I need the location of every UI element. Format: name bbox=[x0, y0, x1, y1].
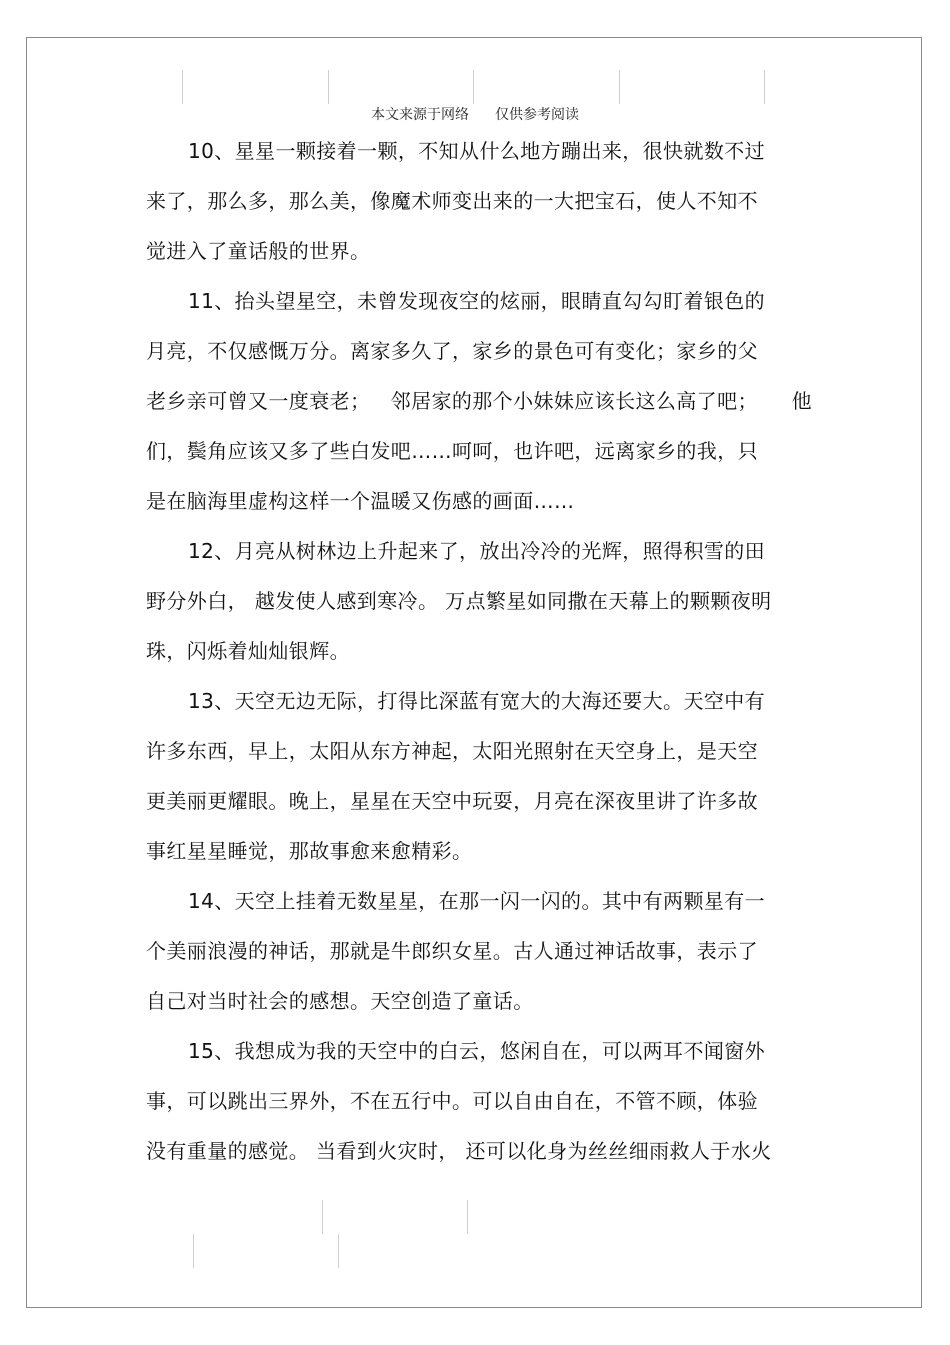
paragraph-14-line-3: 自己对当时社会的感想。天空创造了童话。 bbox=[146, 989, 534, 1013]
paragraph-11-line-5: 是在脑海里虚构这样一个温暖又伤感的画面…… bbox=[146, 489, 575, 513]
paragraph-15-line-2: 事，可以跳出三界外，不在五行中。可以自由自在，不管不顾，体验 bbox=[146, 1089, 758, 1113]
header-source-note: 本文来源于网络 bbox=[371, 107, 469, 123]
bottom-mark-4 bbox=[338, 1234, 339, 1268]
paragraph-13-line-3: 更美丽更耀眼。晚上，星星在天空中玩耍，月亮在深夜里讲了许多故 bbox=[146, 789, 758, 813]
paragraph-13-line-1: 13、天空无边无际，打得比深蓝有宽大的大海还要大。天空中有 bbox=[188, 689, 766, 713]
paragraph-11-line-4: 们，鬓角应该又多了些白发吧……呵呵，也许吧，远离家乡的我，只 bbox=[146, 439, 758, 463]
paragraph-11-line-3: 老乡亲可曾又一度衰老； 邻居家的那个小妹妹应该长这么高了吧； 他 bbox=[146, 389, 813, 413]
paragraph-10-line-1: 10、星星一颗接着一颗，不知从什么地方蹦出来，很快就数不过 bbox=[188, 139, 766, 163]
top-mark-1 bbox=[182, 70, 183, 104]
paragraph-14-line-2: 个美丽浪漫的神话，那就是牛郎织女星。古人通过神话故事，表示了 bbox=[146, 939, 758, 963]
bottom-mark-2 bbox=[467, 1200, 468, 1234]
top-mark-2 bbox=[328, 70, 329, 104]
page-header bbox=[0, 104, 950, 124]
top-mark-3 bbox=[473, 70, 474, 104]
paragraph-13-line-4: 事红星星睡觉，那故事愈来愈精彩。 bbox=[146, 839, 473, 863]
paragraph-10-line-2: 来了，那么多，那么美，像魔术师变出来的一大把宝石，使人不知不 bbox=[146, 189, 758, 213]
page-border bbox=[26, 37, 922, 1308]
bottom-mark-1 bbox=[322, 1200, 323, 1234]
header-reference-note: 仅供参考阅读 bbox=[495, 107, 579, 123]
paragraph-11-line-1: 11、抬头望星空，未曾发现夜空的炫丽，眼睛直勾勾盯着银色的 bbox=[188, 289, 766, 313]
paragraph-13-line-2: 许多东西，早上，太阳从东方神起，太阳光照射在天空身上，是天空 bbox=[146, 739, 758, 763]
paragraph-15-line-1: 15、我想成为我的天空中的白云，悠闲自在，可以两耳不闻窗外 bbox=[188, 1039, 766, 1063]
paragraph-12-line-2: 野分外白， 越发使人感到寒冷。 万点繁星如同撒在天幕上的颗颗夜明 bbox=[146, 589, 772, 613]
bottom-mark-3 bbox=[193, 1234, 194, 1268]
paragraph-14-line-1: 14、天空上挂着无数星星，在那一闪一闪的。其中有两颗星有一 bbox=[188, 889, 766, 913]
paragraph-11-line-2: 月亮，不仅感慨万分。离家多久了，家乡的景色可有变化；家乡的父 bbox=[146, 339, 758, 363]
paragraph-15-line-3: 没有重量的感觉。 当看到火灾时， 还可以化身为丝丝细雨救人于水火 bbox=[146, 1139, 772, 1163]
top-mark-4 bbox=[619, 70, 620, 104]
paragraph-12-line-3: 珠，闪烁着灿灿银辉。 bbox=[146, 639, 350, 663]
paragraph-10-line-3: 觉进入了童话般的世界。 bbox=[146, 239, 371, 263]
top-mark-5 bbox=[764, 70, 765, 104]
paragraph-12-line-1: 12、月亮从树林边上升起来了，放出冷冷的光辉，照得积雪的田 bbox=[188, 539, 766, 563]
